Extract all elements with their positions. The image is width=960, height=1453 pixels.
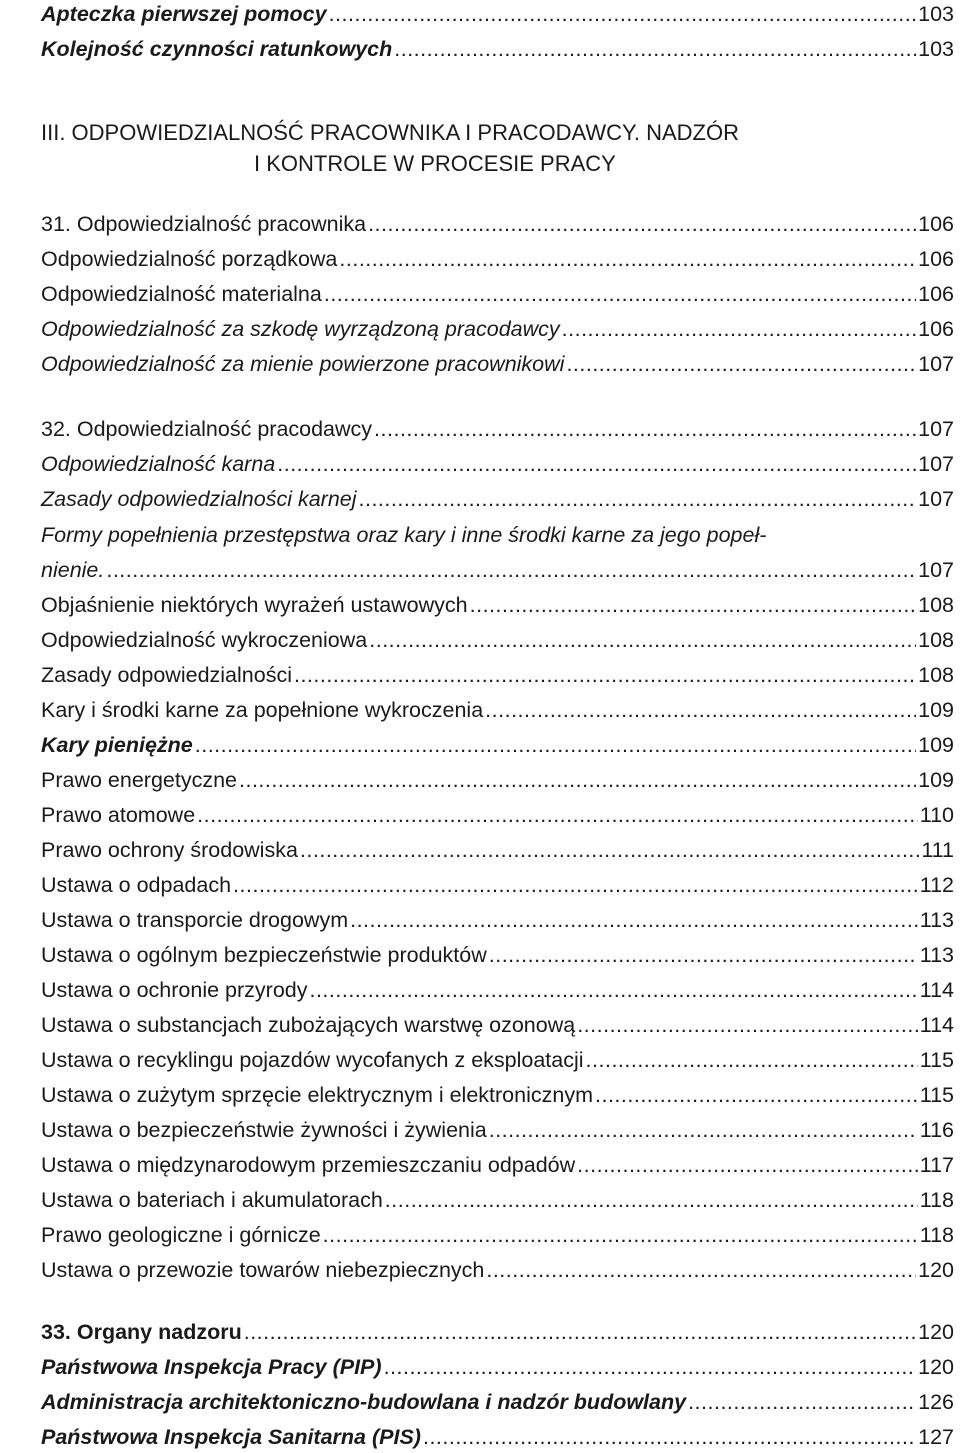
dot-leader (106, 556, 916, 584)
toc-entry-page: 106 (918, 247, 954, 271)
toc-entry-page: 111 (921, 838, 954, 862)
toc-entry (41, 1081, 954, 1109)
dot-leader (566, 350, 916, 378)
dot-leader (339, 245, 916, 273)
toc-entry-label: Ustawa o ochronie przyrody (41, 978, 308, 1002)
toc-entry-page: 107 (918, 487, 954, 511)
dot-leader (350, 906, 918, 934)
toc-entry-label: Kary i środki karne za popełnione wykroczenia (41, 698, 484, 722)
toc-entry-page: 115 (919, 1083, 954, 1107)
dot-leader (394, 35, 916, 63)
toc-entry (41, 801, 954, 829)
toc-entry (41, 1186, 954, 1214)
toc-entry-label: 32. Odpowiedzialność pracodawcy (41, 417, 373, 441)
dot-leader (577, 1011, 918, 1039)
toc-entry (41, 450, 954, 478)
dot-leader (384, 1353, 917, 1381)
toc-entry-page: 118 (919, 1223, 954, 1247)
toc-entry-label: Ustawa o przewozie towarów niebezpiecznych (41, 1258, 485, 1282)
toc-entry (41, 976, 954, 1004)
dot-leader (368, 210, 916, 238)
toc-entry (41, 766, 954, 794)
toc-entry-page: 108 (918, 663, 954, 687)
toc-entry-label: Państwowa Inspekcja Sanitarna (PIS) (41, 1425, 421, 1449)
toc-entry-label: nienie. (41, 558, 105, 582)
toc-entry-page: 120 (918, 1355, 954, 1379)
toc-entry-page: 115 (919, 1048, 954, 1072)
dot-leader (233, 871, 918, 899)
toc-entry-label: Prawo ochrony środowiska (41, 838, 298, 862)
toc-entry-page: 120 (918, 1320, 954, 1344)
toc-entry (41, 1318, 954, 1346)
toc-entry-label: Ustawa o zużytym sprzęcie elektrycznym i elektronicznym (41, 1083, 593, 1107)
toc-entry-wrapped-line: Formy popełnienia przestępstwa oraz kary i inne środki karne za jego popeł- (41, 523, 767, 547)
dot-leader (374, 415, 916, 443)
toc-entry-label: 31. Odpowiedzialność pracownika (41, 212, 367, 236)
toc-entry-page: 107 (918, 352, 954, 376)
toc-entry-page: 103 (918, 2, 954, 26)
toc-entry-label: Prawo geologiczne i górnicze (41, 1223, 321, 1247)
toc-entry-page: 110 (919, 803, 954, 827)
toc-entry-page: 109 (918, 733, 954, 757)
toc-entry-label: Ustawa o substancjach zubożających warstwę ozonową (41, 1013, 576, 1037)
toc-entry-label: Kolejność czynności ratunkowych (41, 37, 393, 61)
toc-entry (41, 1221, 954, 1249)
toc-entry-page: 107 (918, 558, 954, 582)
toc-entry (41, 350, 954, 378)
toc-entry-label: Kary pieniężne (41, 733, 193, 757)
toc-entry-label: Ustawa o bateriach i akumulatorach (41, 1188, 383, 1212)
toc-entry (41, 696, 954, 724)
toc-entry-label: Apteczka pierwszej pomocy (41, 2, 327, 26)
toc-entry-label: Ustawa o odpadach (41, 873, 232, 897)
toc-entry (41, 1256, 954, 1284)
toc-entry-page: 108 (918, 593, 954, 617)
toc-entry (41, 836, 954, 864)
dot-leader (359, 485, 917, 513)
toc-entry-page: 116 (919, 1118, 954, 1142)
dot-leader (329, 0, 917, 28)
toc-entry-label: Odpowiedzialność wykroczeniowa (41, 628, 368, 652)
toc-entry-page: 109 (918, 768, 954, 792)
toc-entry-page: 118 (919, 1188, 954, 1212)
dot-leader (489, 941, 918, 969)
toc-entry (41, 591, 954, 619)
toc-entry-page: 107 (918, 417, 954, 441)
dot-leader (688, 1388, 916, 1416)
dot-leader (595, 1081, 918, 1109)
toc-entry (41, 1423, 954, 1451)
toc-entry (41, 941, 954, 969)
dot-leader (423, 1423, 916, 1451)
dot-leader (486, 1256, 916, 1284)
toc-entry (41, 245, 954, 273)
toc-entry (41, 485, 954, 513)
toc-entry-label: Ustawa o recyklingu pojazdów wycofanych z eksploatacji (41, 1048, 584, 1072)
dot-leader (195, 731, 916, 759)
dot-leader (586, 1046, 918, 1074)
toc-entry-page: 106 (918, 212, 954, 236)
toc-entry-label: Ustawa o transporcie drogowym (41, 908, 349, 932)
toc-entry (41, 556, 954, 584)
toc-entry-page: 113 (919, 908, 954, 932)
toc-entry-page: 108 (918, 628, 954, 652)
toc-entry (41, 1151, 954, 1179)
dot-leader (300, 836, 919, 864)
toc-entry (41, 1011, 954, 1039)
toc-entry (41, 0, 954, 28)
dot-leader (489, 1116, 918, 1144)
dot-leader (197, 801, 918, 829)
toc-entry (41, 731, 954, 759)
toc-entry-label: Zasady odpowiedzialności (41, 663, 292, 687)
toc-entry-page: 114 (919, 1013, 954, 1037)
toc-entry (41, 906, 954, 934)
toc-entry-label: 33. Organy nadzoru (41, 1320, 242, 1344)
toc-entry (41, 1353, 954, 1381)
toc-entry (41, 280, 954, 308)
toc-entry (41, 661, 954, 689)
toc-entry-page: 113 (919, 943, 954, 967)
toc-entry-page: 126 (918, 1390, 954, 1414)
toc-entry-label: Zasady odpowiedzialności karnej (41, 487, 357, 511)
dot-leader (244, 1318, 916, 1346)
chapter-heading-line: I KONTROLE W PROCESIE PRACY (254, 151, 616, 176)
toc-entry (41, 415, 954, 443)
dot-leader (485, 696, 916, 724)
toc-entry-label: Prawo atomowe (41, 803, 196, 827)
toc-entry (41, 1046, 954, 1074)
toc-entry-label: Objaśnienie niektórych wyrażeń ustawowych (41, 593, 468, 617)
dot-leader (562, 315, 916, 343)
toc-entry-label: Ustawa o międzynarodowym przemieszczaniu odpadów (41, 1153, 576, 1177)
toc-entry-label: Prawo energetyczne (41, 768, 237, 792)
toc-entry (41, 315, 954, 343)
dot-leader (309, 976, 917, 1004)
toc-entry-page: 106 (918, 317, 954, 341)
toc-entry-page: 120 (918, 1258, 954, 1282)
toc-entry-label: Państwowa Inspekcja Pracy (PIP) (41, 1355, 382, 1379)
toc-entry-page: 127 (918, 1425, 954, 1449)
toc-entry-label: Ustawa o ogólnym bezpieczeństwie produktów (41, 943, 487, 967)
toc-entry-page: 114 (919, 978, 954, 1002)
toc-entry-page: 109 (918, 698, 954, 722)
toc-entry (41, 871, 954, 899)
toc-entry (41, 626, 954, 654)
toc-entry-page: 103 (918, 37, 954, 61)
toc-entry-label: Odpowiedzialność karna (41, 452, 276, 476)
dot-leader (277, 450, 916, 478)
dot-leader (239, 766, 916, 794)
dot-leader (323, 1221, 918, 1249)
dot-leader (385, 1186, 918, 1214)
toc-entry-label: Administracja architektoniczno-budowlana i nadzór budowlany (41, 1390, 687, 1414)
dot-leader (294, 661, 916, 689)
dot-leader (369, 626, 916, 654)
chapter-heading-line: III. ODPOWIEDZIALNOŚĆ PRACOWNIKA I PRACODAWCY. NADZÓR (41, 120, 739, 145)
toc-entry-page: 112 (919, 873, 954, 897)
toc-entry (41, 35, 954, 63)
toc-entry-label: Odpowiedzialność za mienie powierzone pracownikowi (41, 352, 565, 376)
dot-leader (470, 591, 917, 619)
toc-entry-page: 107 (918, 452, 954, 476)
toc-entry-label: Odpowiedzialność porządkowa (41, 247, 338, 271)
toc-entry-page: 117 (919, 1153, 954, 1177)
toc-entry-label: Odpowiedzialność materialna (41, 282, 322, 306)
toc-entry-label: Ustawa o bezpieczeństwie żywności i żywienia (41, 1118, 487, 1142)
toc-entry-page: 106 (918, 282, 954, 306)
toc-entry (41, 1388, 954, 1416)
toc-entry-label: Odpowiedzialność za szkodę wyrządzoną pracodawcy (41, 317, 560, 341)
dot-leader (577, 1151, 918, 1179)
toc-entry (41, 210, 954, 238)
toc-entry (41, 1116, 954, 1144)
dot-leader (324, 280, 916, 308)
